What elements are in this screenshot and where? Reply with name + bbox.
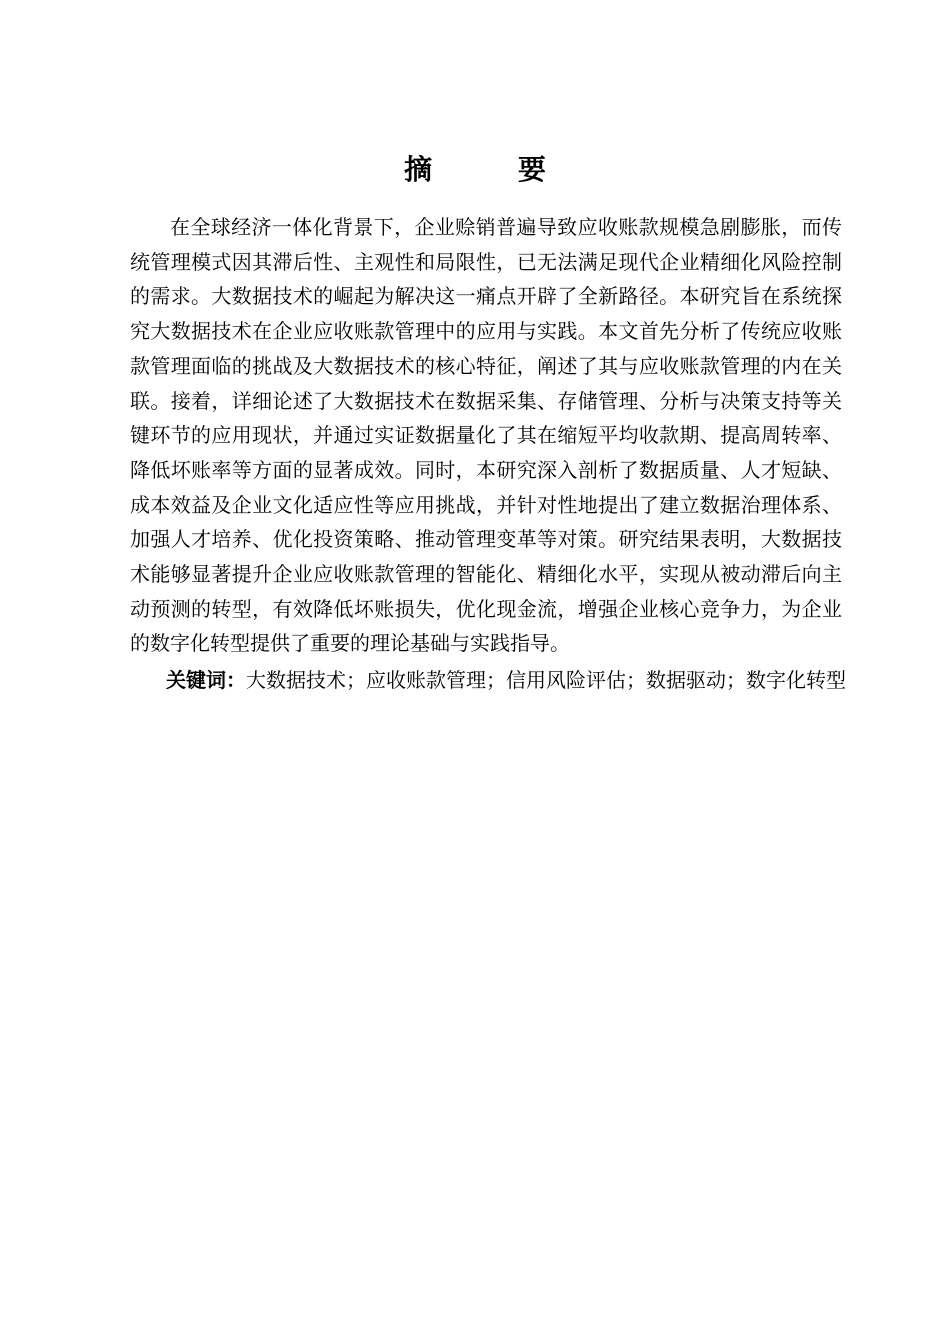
keywords-line [130,663,865,698]
page-title: 摘 要 [404,153,584,186]
abstract-paragraph: 在全球经济一体化背景下，企业赊销普遍导致应收账款规模急剧膨胀，而传统管理模式因其滞后性、主观性和局限性，已无法满足现代企业精细化风险控制的需求。大数据技术的崛起为解决这一痛点开辟了全新路径。本研究旨在系统探究大数据技术在企业应收账款管理中的应用与实践。本文首先分析了传统应收账款管理面临的挑战及大数据技术的核心特征，阐述了其与应收账款管理的内在关联。接着，详细论述了大数据技术在数据采集、存储管理、分析与决策支持等关键环节的应用现状，并通过实证数据量化了其在缩短平均收款期、提高周转率、降低坏账率等方面的显著成效。同时，本研究深入剖析了数据质量、人才短缺、成本效益及企业文化适应性等应用挑战，并针对性地提出了建立数据治理体系、加强人才培养、优化投资策略、推动管理变革等对策。研究结果表明，大数据技术能够显著提升企业应收账款管理的智能化、精细化水平，实现从被动滞后向主动预测的转型，有效降低坏账损失，优化现金流，增强企业核心竞争力，为企业的数字化转型提供了重要的理论基础与实践指导。 [130,215,842,656]
abstract-body [130,210,846,698]
keywords-label: 关键词： [166,668,246,693]
keywords-text: 大数据技术；应收账款管理；信用风险评估；数据驱动；数字化转型 [246,668,846,693]
